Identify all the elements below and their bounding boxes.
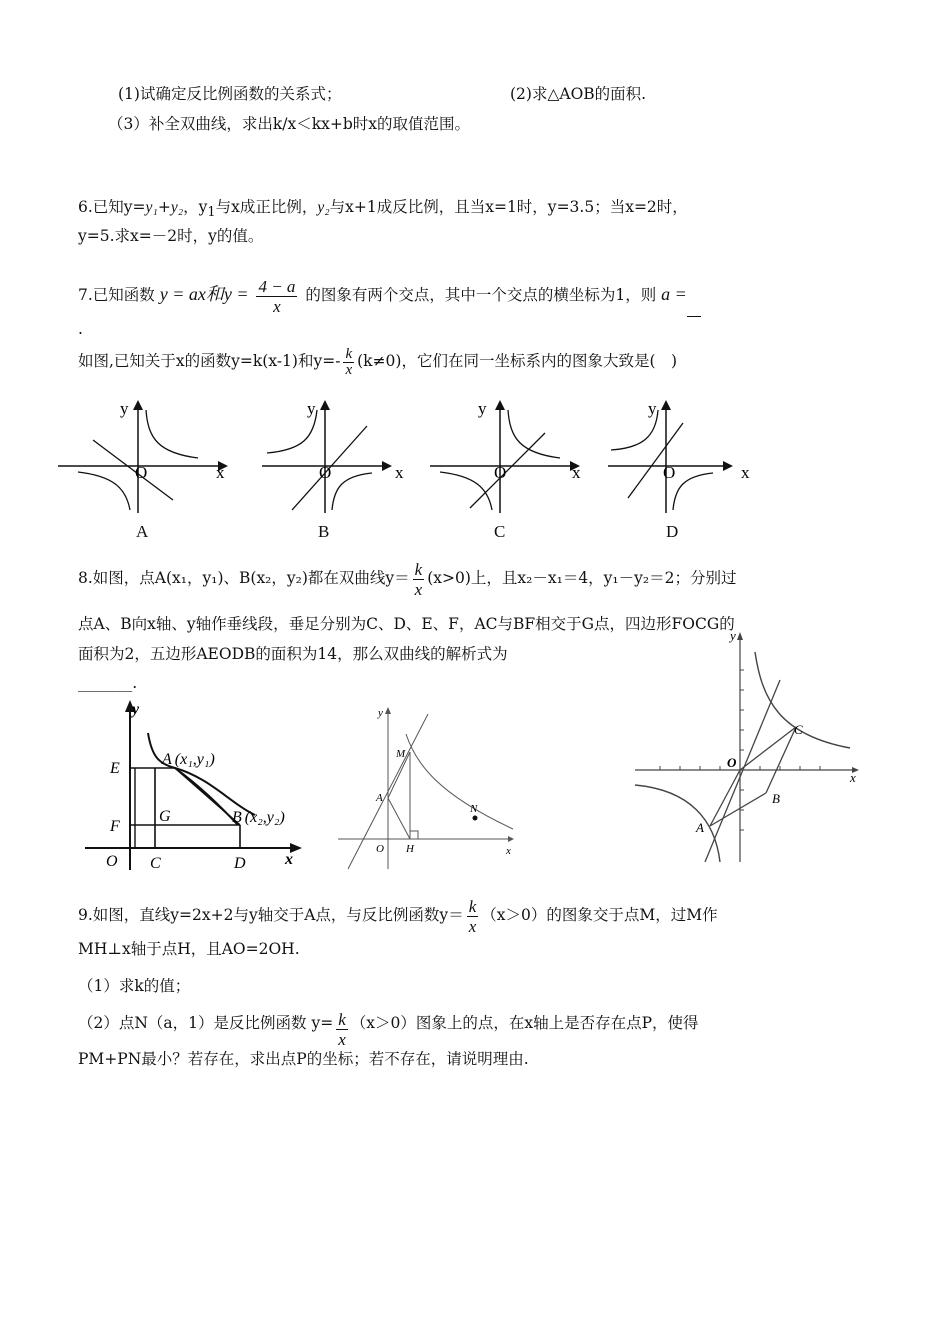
q6-text: 6.已知y= bbox=[78, 198, 146, 216]
fig8-label-g: G bbox=[159, 808, 171, 825]
q6-sub: 1 bbox=[207, 205, 216, 221]
fig9-y-label: y bbox=[378, 707, 383, 719]
fig8-label-a bbox=[161, 751, 215, 768]
q6-text-b: ，y bbox=[183, 198, 208, 216]
question-8-line2: 点A、B向x轴、y轴作垂线段，垂足分别为C、D、E、F，AC与BF相交于G点，四边形FOCG的 bbox=[78, 615, 735, 633]
q9-num: k bbox=[468, 896, 477, 916]
fig10-label-a: A bbox=[696, 820, 704, 835]
figure-q9 bbox=[338, 704, 518, 874]
q7-text-b: 的图象有两个交点，其中一个交点的横坐标为1，则 bbox=[305, 286, 657, 304]
q7-text: 7.已知函数 bbox=[78, 286, 155, 304]
question-8-line3: 面积为2，五边形AEODB的面积为14，那么双曲线的解析式为 bbox=[78, 645, 508, 663]
fig8-y-label: y bbox=[132, 701, 140, 718]
q9-fraction bbox=[467, 897, 479, 936]
figure-abc bbox=[630, 630, 860, 865]
opt-a-y-label: y bbox=[120, 399, 129, 418]
q5-part1: (1)试确定反比例函数的关系式； bbox=[118, 85, 342, 103]
fig8-a-letter: A bbox=[162, 751, 172, 768]
fig8-label-b bbox=[232, 809, 285, 826]
fig10-label-b: B bbox=[772, 791, 780, 806]
q9-text-b: （x＞0）的图象交于点M，过M作 bbox=[481, 906, 718, 924]
q9-2-fraction bbox=[336, 1010, 348, 1049]
q6-y1: y₁ bbox=[145, 199, 158, 216]
opt-d-x-label: x bbox=[741, 463, 750, 482]
q9-part2-line2: PM+PN最小？若存在，求出点P的坐标；若不存在，请说明理由. bbox=[78, 1050, 529, 1068]
question-6 bbox=[78, 196, 688, 224]
question-9 bbox=[78, 893, 718, 937]
q7b-fraction bbox=[343, 347, 354, 378]
fig10-x-label: x bbox=[850, 770, 856, 785]
q6-plus: + bbox=[157, 198, 171, 216]
q8-num: k bbox=[414, 559, 423, 579]
fig8-x-label: x bbox=[285, 851, 293, 868]
opt-c-y-label: y bbox=[478, 399, 487, 418]
q6-text-c: 与x成正比例， bbox=[215, 198, 318, 216]
question-9-line2: MH⊥x轴于点H，且AO=2OH. bbox=[78, 940, 300, 958]
fig8-b-coord: (x₂,y₂) bbox=[244, 809, 285, 826]
q9-2-text: （2）点N（a，1）是反比例函数 y= bbox=[78, 1014, 334, 1032]
q9-part2 bbox=[78, 998, 699, 1049]
q8-text-b: (x>0)上，且x₂－x₁＝4，y₁－y₂＝2；分别过 bbox=[427, 569, 737, 587]
fig8-label-e: E bbox=[110, 760, 120, 777]
option-graph-b[interactable] bbox=[262, 398, 422, 518]
q8-fraction bbox=[413, 560, 425, 599]
option-graph-c[interactable] bbox=[430, 398, 595, 518]
q7-num: 4 − a bbox=[258, 276, 296, 296]
q7-dot: . bbox=[78, 320, 83, 338]
question-8 bbox=[78, 556, 736, 600]
fig8-label-d: D bbox=[234, 855, 246, 872]
opt-b-y-label: y bbox=[307, 399, 316, 418]
question-7b bbox=[78, 340, 677, 382]
q5-part2: (2)求△AOB的面积. bbox=[510, 85, 647, 103]
q7-a-eq: a = bbox=[661, 284, 687, 304]
fig10-y-label: y bbox=[730, 628, 736, 643]
option-label-b: B bbox=[318, 522, 330, 541]
fig9-label-m: M bbox=[396, 748, 406, 760]
q5-part3: （3）补全双曲线，求出k/x＜kx+b时x的取值范围。 bbox=[108, 115, 471, 133]
fig9-label-h: H bbox=[406, 843, 414, 855]
opt-c-x-label: x bbox=[572, 463, 581, 482]
fig10-label-c: C bbox=[794, 722, 803, 737]
fig9-label-a: A bbox=[376, 792, 383, 804]
question-6-line2: y=5.求x=－2时，y的值。 bbox=[78, 227, 264, 245]
fig9-label-n: N bbox=[470, 803, 478, 815]
q9-part1: （1）求k的值； bbox=[78, 977, 191, 995]
q9-2-den: x bbox=[338, 1029, 346, 1049]
fig8-origin: O bbox=[106, 853, 118, 870]
fig8-label-f: F bbox=[110, 818, 120, 835]
q7-answer-blank[interactable] bbox=[687, 298, 701, 317]
q9-text: 9.如图，直线y=2x+2与y轴交于A点，与反比例函数y＝ bbox=[78, 906, 464, 924]
q6-y2b: y₂ bbox=[317, 199, 330, 216]
q7b-den: x bbox=[345, 361, 353, 378]
fig9-origin: O bbox=[376, 843, 384, 855]
q8-den: x bbox=[414, 579, 423, 599]
option-graph-a[interactable] bbox=[58, 398, 233, 518]
q7-fraction bbox=[256, 277, 297, 316]
fig8-a-coord: (x₁,y₁) bbox=[174, 751, 215, 768]
opt-b-origin: O bbox=[319, 463, 332, 482]
q7-den: x bbox=[273, 296, 281, 316]
opt-b-x-label: x bbox=[395, 463, 404, 482]
q6-text-d: 与x+1成反比例，且当x=1时，y=3.5；当x=2时， bbox=[329, 198, 688, 216]
opt-a-x-label: x bbox=[216, 463, 225, 482]
option-graph-d[interactable] bbox=[608, 398, 768, 518]
fig8-b-letter: B bbox=[232, 809, 242, 826]
figure-q8 bbox=[80, 698, 320, 876]
q9-2-num: k bbox=[338, 1009, 346, 1029]
question-7 bbox=[78, 272, 701, 317]
fig8-label-c: C bbox=[150, 855, 161, 872]
opt-c-origin: O bbox=[494, 463, 507, 482]
opt-d-y-label: y bbox=[648, 399, 657, 418]
option-label-d: D bbox=[666, 522, 679, 541]
opt-d-origin: O bbox=[663, 463, 676, 482]
fig10-origin: O bbox=[727, 755, 737, 770]
fig9-x-label: x bbox=[506, 845, 511, 857]
opt-a-origin: O bbox=[135, 463, 148, 482]
option-label-c: C bbox=[494, 522, 506, 541]
q7b-num: k bbox=[345, 345, 353, 362]
q7b-text: 如图,已知关于x的函数y=k(x-1)和y=- bbox=[78, 352, 341, 370]
option-label-a: A bbox=[136, 522, 149, 541]
q7-eq: y = ax和y = bbox=[159, 284, 249, 304]
q8-text: 8.如图，点A(x₁，y₁)、B(x₂，y₂)都在双曲线y＝ bbox=[78, 569, 410, 587]
q8-answer-blank[interactable]: _______. bbox=[78, 674, 138, 692]
q7b-text-b: (k≠0)，它们在同一坐标系内的图象大致是( ) bbox=[357, 352, 678, 370]
q9-den: x bbox=[468, 916, 477, 936]
q6-y2: y₂ bbox=[170, 199, 184, 216]
q9-2-text-b: （x＞0）图象上的点，在x轴上是否存在点P，使得 bbox=[350, 1014, 699, 1032]
